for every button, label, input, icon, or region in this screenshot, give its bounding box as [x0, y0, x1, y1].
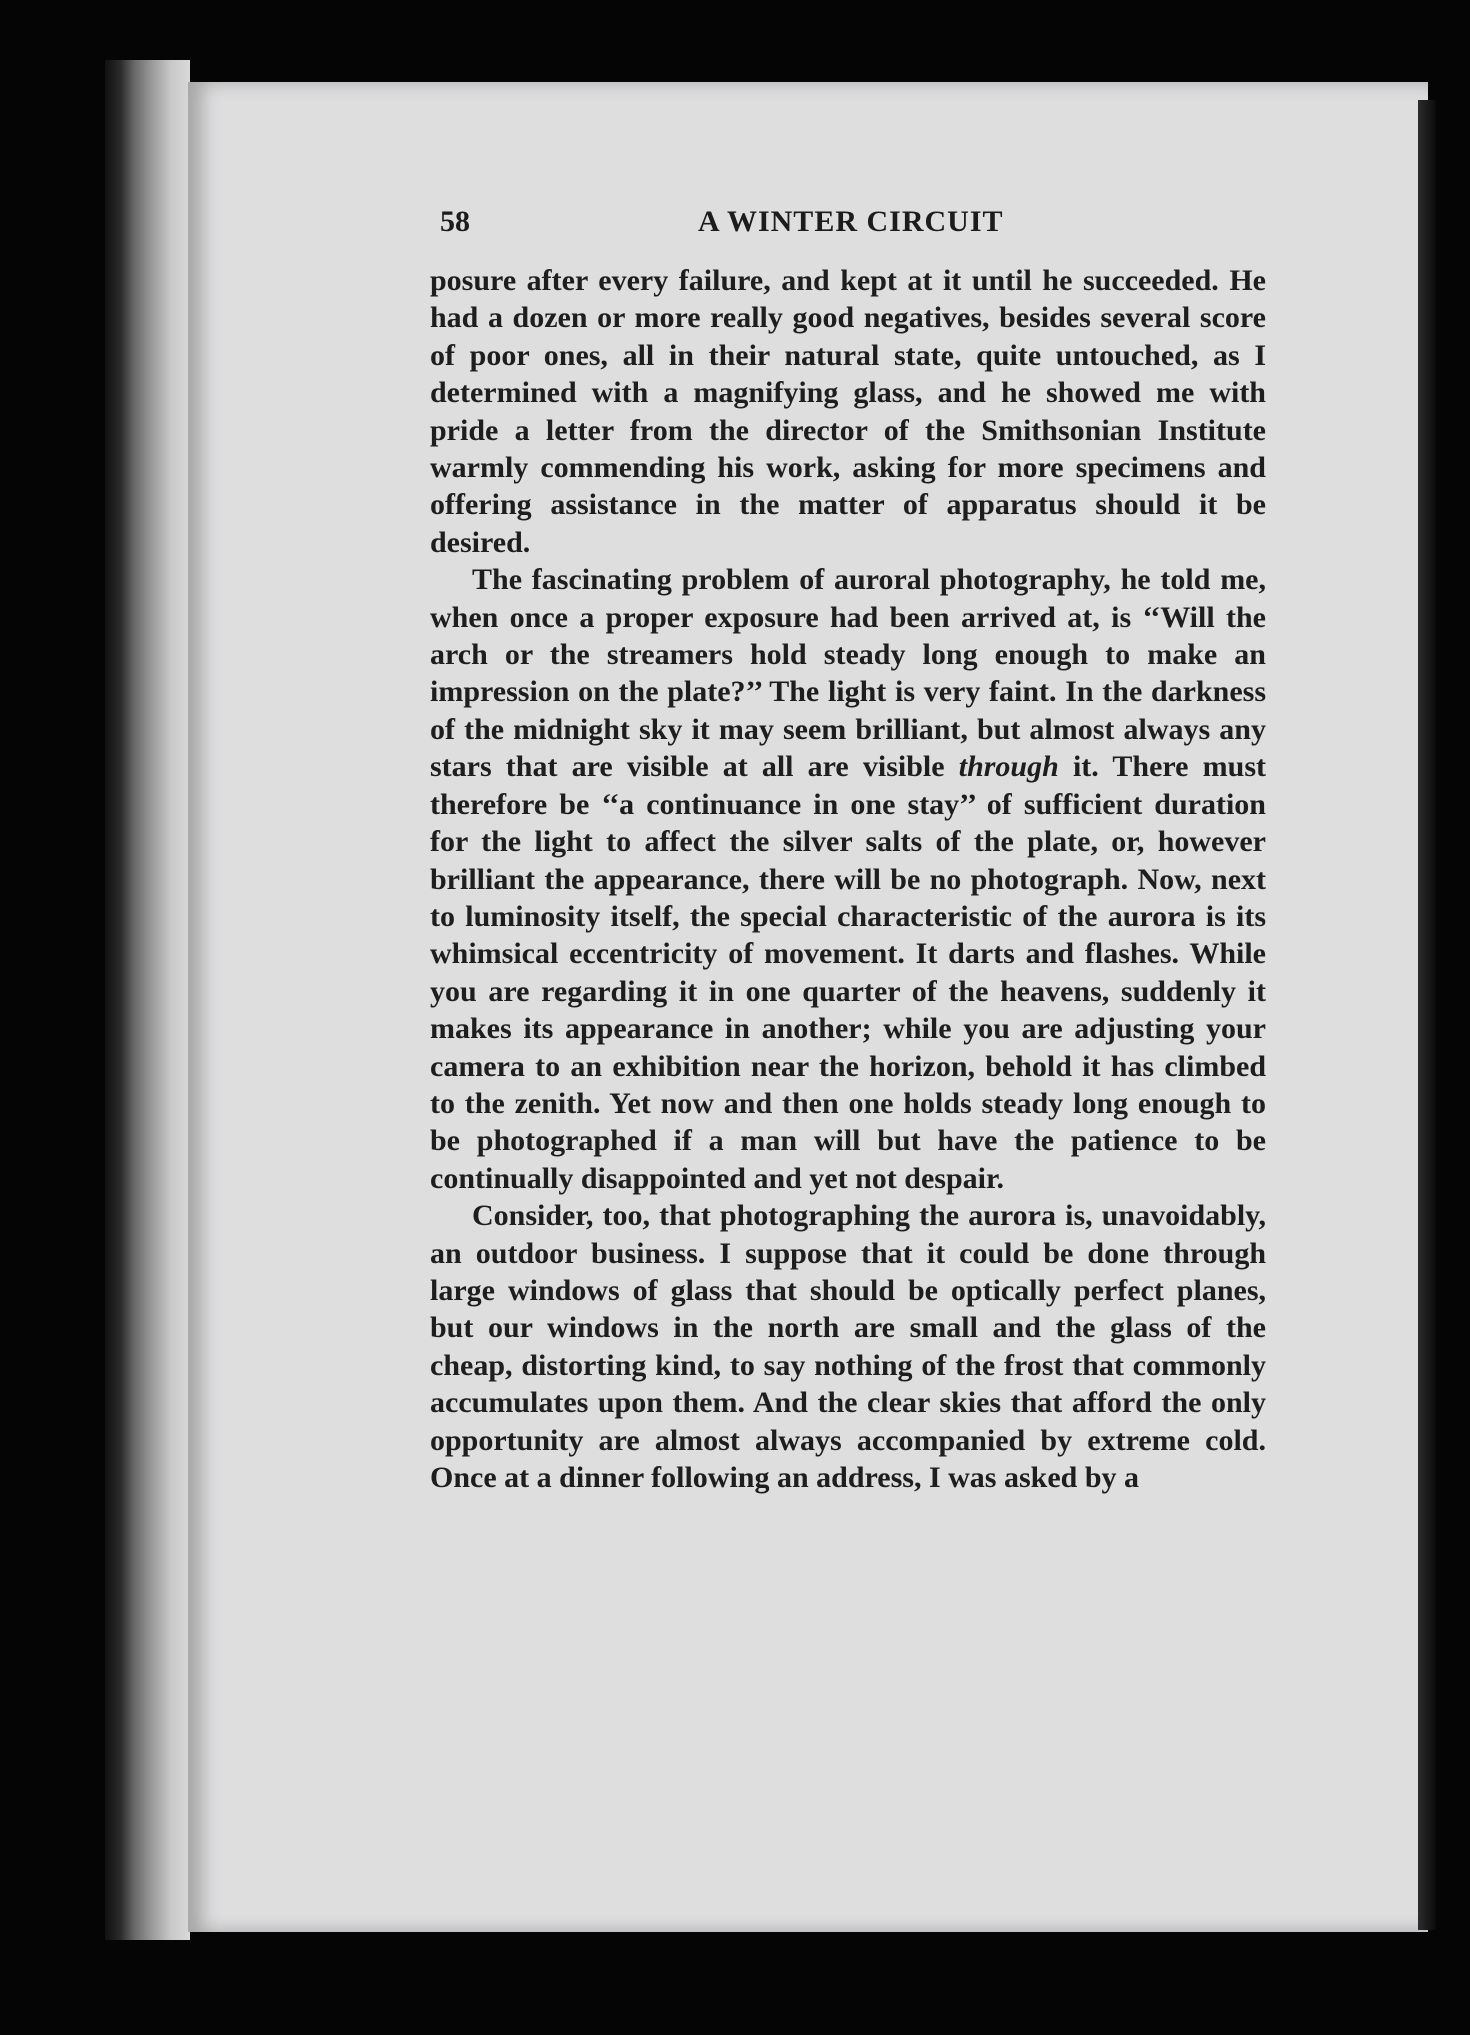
paragraph-2-part-b: it. There must therefore be ‘‘a continuance in one stay’’ of sufficient duration for the light to affect the silver salts of the plate, or, however brilliant the appearance, there will be no photograph. Now, next to luminosity itself, the special characteristic of the aurora is its whimsical eccentricity of movement. It darts and flashes. While you are regarding it in one quarter of the heavens, suddenly it makes its appearance in another; while you are adjusting your camera to an exhibition near the horizon, behold it has climbed to the zenith. Yet now and then one holds steady long enough to be photographed if a man will but have the patience to be continually disappointed and yet not despair.	[430, 750, 1266, 1195]
body-text	[430, 262, 1266, 1496]
page-header	[440, 205, 1280, 245]
book-gutter-shadow	[1418, 100, 1436, 1930]
paragraph-1: posure after every failure, and kept at it until he succeeded. He had a dozen or more really good negatives, besides several score of poor ones, all in their natural state, quite untouched, as I determined with a magnifying glass, and he showed me with pride a letter from the director of the Smithsonian Institute warmly commending his work, asking for more specimens and offering assistance in the matter of apparatus should it be desired.	[430, 264, 1266, 559]
paragraph-2	[430, 561, 1266, 1197]
paragraph-2-part-a: The fascinating problem of auroral photography, he told me, when once a proper exposure had been arrived at, is ‘‘Will the arch or the streamers hold steady long enough to make an impression on the plate?’’ The light is very faint. In the darkness of the midnight sky it may seem brilliant, but almost always any stars that are visible at all are visible	[430, 563, 1266, 784]
page-number: 58	[440, 205, 470, 238]
running-head: A WINTER CIRCUIT	[698, 205, 1004, 238]
italic-word: through	[958, 750, 1059, 784]
paragraph-3: Consider, too, that photographing the aurora is, unavoidably, an outdoor business. I suppose that it could be done through large windows of glass that should be optically perfect planes, but our windows in the north are small and the glass of the cheap, distorting kind, to say nothing of the frost that commonly accumulates upon them. And the clear skies that afford the only opportunity are almost always accompanied by extreme cold. Once at a dinner following an address, I was asked by a	[430, 1199, 1266, 1494]
book-page-edges	[105, 60, 190, 1940]
